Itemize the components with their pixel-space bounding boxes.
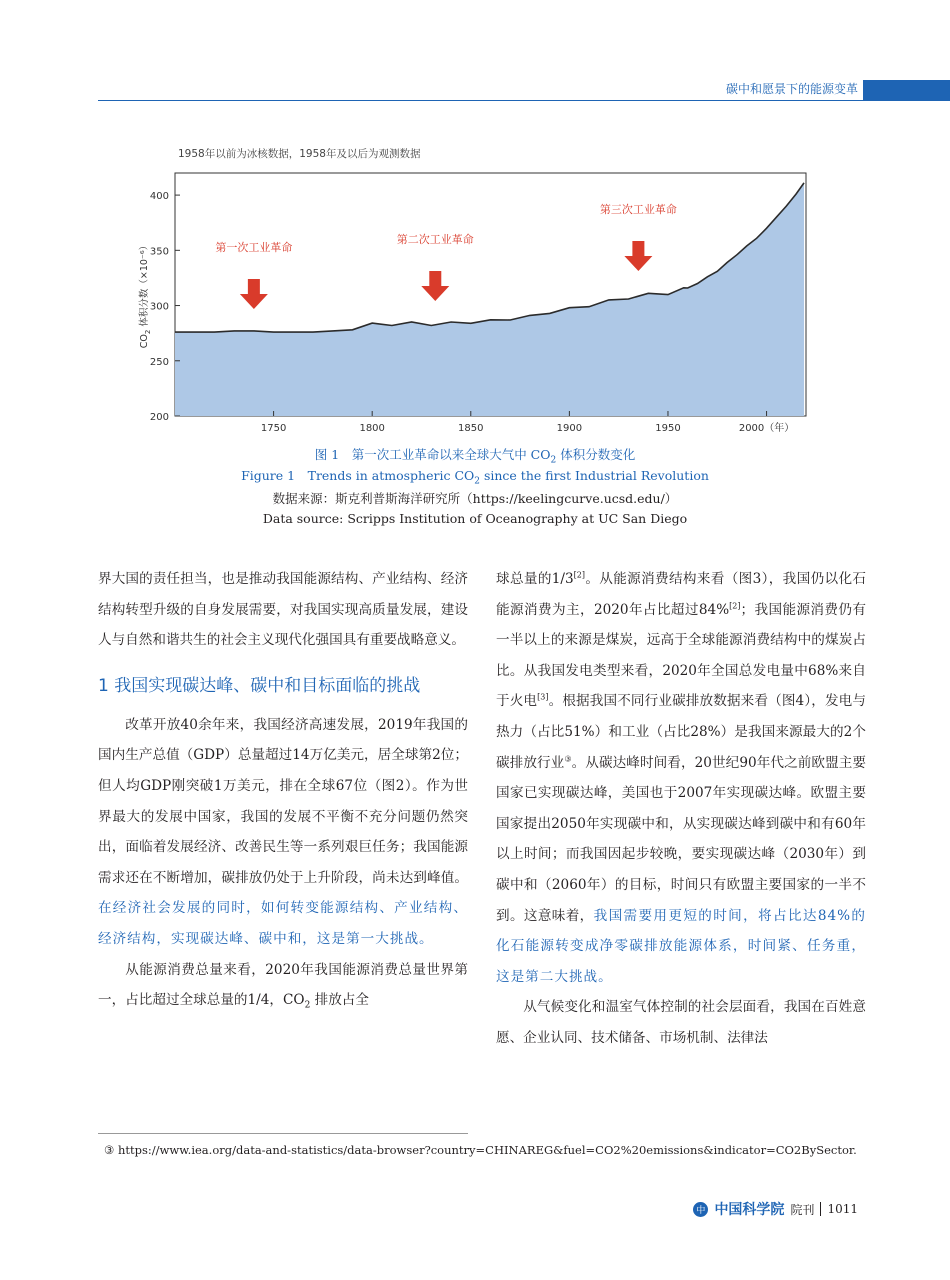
figure-source-en: Data source: Scripps Institution of Oceanography at UC San Diego — [262, 511, 688, 526]
y-tick-label: 400 — [149, 191, 169, 203]
x-tick-label: 2000（年） — [738, 423, 795, 434]
footnote: ③ https://www.iea.org/data-and-statistics/data-browser?country=CHINAREG&fuel=CO2%20emissions&indicator=CO2BySector. — [104, 1143, 857, 1157]
y-tick-label: 350 — [149, 246, 169, 258]
section-heading: 1 我国实现碳达峰、碳中和目标面临的挑战 — [98, 675, 421, 696]
annotation-label: 第一次工业革命 — [215, 241, 293, 254]
right-column — [496, 564, 866, 1054]
x-tick-label: 1900 — [556, 423, 583, 434]
running-header: 碳中和愿景下的能源变革 — [725, 82, 858, 96]
figure-caption-zh: 图 1 第一次工业革命以来全球大气中 $CO_2$ 体积分数变化 — [314, 447, 636, 466]
citation[interactable]: [2] — [573, 570, 585, 580]
footnote-ref[interactable]: ③ — [564, 754, 572, 764]
page-number: 1011 — [827, 1202, 858, 1216]
citation[interactable]: [2] — [729, 601, 741, 611]
figure-source-zh: 数据来源：斯克利普斯海洋研究所（https://keelingcurve.ucsd.edu/） — [272, 491, 678, 506]
left-column — [98, 564, 468, 1016]
x-tick-label: 1850 — [458, 423, 484, 434]
paragraph: 球总量的1/3[2]。从能源消费结构来看（图3），我国仍以化石能源消费为主，2020年占比超过84%[2]；我国能源消费仍有一半以上的来源是煤炭，远高于全球能源消费结构中的煤炭占比。从我国发电类型来看，2020年全国总发电量中68%来自于火电[3]。根据我国不同行业碳排放数据来看（图4），发电与热力（占比51%）和工业（占比28%）是我国来源最大的2个碳排放行业③。从碳达峰时间看，20世纪90年代之前欧盟主要国家已实现碳达峰，美国也于2007年实现碳达峰。欧盟主要国家提出2050年实现碳中和，从实现碳达峰到碳中和有60年以上时间；而我国因起步较晚，要实现碳达峰（2030年）到碳中和（2060年）的目标，时间只有欧盟主要国家的一半不到。这意味着，我国需要用更短的时间，将占比达84%的化石能源转变成净零碳排放能源体系，时间紧、任务重，这是第二大挑战。 — [496, 570, 867, 985]
emphasis-text: 在经济社会发展的同时，如何转变能源结构、产业结构、经济结构，实现碳达峰、碳中和，这是第一大挑战。 — [98, 900, 468, 947]
page-separator — [820, 1202, 821, 1216]
paragraph: 改革开放40余年来，我国经济高速发展，2019年我国的国内生产总值（GDP）总量超过14万亿美元，居全球第2位；但人均GDP刚突破1万美元，排在全球67位（图2）。作为世界最大的发展中国家，我国的发展不平衡不充分问题仍然突出，面临着发展经济、改善民生等一系列艰巨任务；我国能源需求还在不断增加，碳排放仍处于上升阶段，尚未达到峰值。在经济社会发展的同时，如何转变能源结构、产业结构、经济结构，实现碳达峰、碳中和，这是第一大挑战。 — [98, 716, 468, 947]
paragraph: 从气候变化和温室气体控制的社会层面看，我国在百姓意愿、企业认同、技术储备、市场机制、法律法 — [496, 999, 866, 1046]
journal-suffix: 院刊 — [790, 1202, 815, 1217]
x-tick-label: 1800 — [359, 423, 385, 434]
y-axis-label: $CO_2$ 体积分数（×10⁻⁶） — [139, 240, 152, 349]
y-tick-label: 300 — [149, 301, 169, 313]
paragraph: 界大国的责任担当，也是推动我国能源结构、产业结构、经济结构转型升级的自身发展需要，对我国实现高质量发展，建设人与自然和谐共生的社会主义现代化强国具有重要战略意义。 — [98, 571, 468, 649]
page-footer — [693, 1199, 858, 1219]
header-rule — [98, 100, 950, 101]
chart-note: 1958年以前为冰核数据，1958年及以后为观测数据 — [178, 148, 421, 160]
header-color-block — [863, 80, 950, 101]
figure-caption-en: Figure 1 Trends in atmospheric $CO_2$ since the first Industrial Revolution — [241, 468, 709, 487]
journal-logo-text: 中国科学院 — [714, 1202, 785, 1218]
y-tick-label: 250 — [149, 356, 169, 368]
paragraph: 从能源消费总量来看，2020年我国能源消费总量世界第一，占比超过全球总量的1/4，$CO_2$ 排放占全 — [98, 961, 468, 1011]
x-tick-label: 1750 — [260, 423, 287, 434]
cas-logo-icon: 中 — [693, 1202, 708, 1217]
co2-trend-chart — [130, 158, 830, 443]
footnote-rule — [98, 1133, 468, 1134]
y-tick-label: 200 — [149, 412, 169, 423]
x-tick-label: 1950 — [655, 423, 681, 434]
annotation-label: 第二次工业革命 — [396, 233, 474, 246]
emphasis-text: 我国需要用更短的时间，将占比达84%的化石能源转变成净零碳排放能源体系，时间紧、任务重，这是第二大挑战。 — [496, 907, 867, 985]
annotation-label: 第三次工业革命 — [599, 203, 677, 216]
citation[interactable]: [3] — [537, 692, 549, 702]
